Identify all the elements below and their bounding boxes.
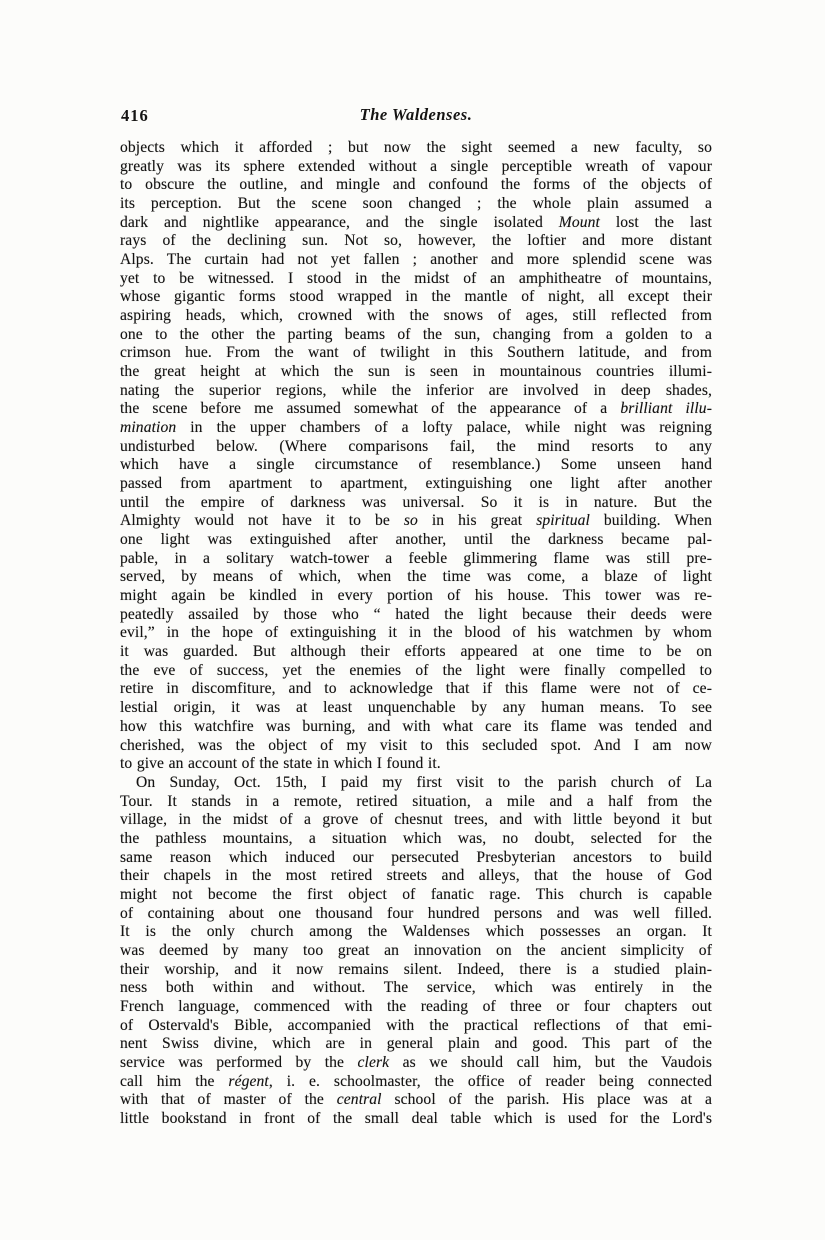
- italic-text-segment: brilliant illu-: [620, 400, 712, 418]
- text-segment: passed from apartment to apartment, extinguishing one light after another: [120, 475, 712, 493]
- italic-text-segment: spiritual: [536, 512, 590, 530]
- italic-text-segment: régent: [228, 1072, 269, 1090]
- text-segment: with that of master of the: [120, 1091, 337, 1109]
- text-line: [120, 400, 712, 419]
- italic-text-segment: central: [336, 1091, 382, 1109]
- text-segment: call him the: [120, 1072, 229, 1090]
- text-segment: rays of the declining sun. Not so, however, the loftier and more distant: [120, 232, 712, 250]
- text-segment: village, in the midst of a grove of chesnut trees, and with little beyond it but: [120, 811, 712, 829]
- text-line: [120, 344, 712, 363]
- text-line: [120, 176, 712, 195]
- text-line: [120, 326, 712, 345]
- text-line: [120, 475, 712, 494]
- text-segment: lost the last: [599, 213, 712, 231]
- text-segment: their worship, and it now remains silent. Indeed, there is a studied plain-: [120, 960, 712, 978]
- text-line: [120, 793, 712, 812]
- running-title: The Waldenses.: [359, 105, 473, 124]
- text-segment: little bookstand in front of the small deal table which is used for the Lord's: [120, 1109, 712, 1127]
- text-segment: how this watchfire was burning, and with what care its flame was tended and: [120, 717, 712, 735]
- text-segment: Tour. It stands in a remote, retired situation, a mile and a half from the: [120, 792, 712, 810]
- text-segment: objects which it afforded ; but now the sight seemed a new faculty, so: [120, 139, 712, 156]
- text-line: [120, 195, 712, 214]
- text-segment: the pathless mountains, a situation which was, no doubt, selected for the: [120, 829, 712, 847]
- text-line: [120, 867, 712, 886]
- text-line: [120, 961, 712, 980]
- text-segment: nent Swiss divine, which are in general plain and good. This part of the: [120, 1035, 712, 1053]
- text-line: [120, 905, 712, 924]
- body-text: [120, 139, 712, 1129]
- text-line: [120, 568, 712, 587]
- text-line: [120, 1054, 712, 1073]
- text-segment: On Sunday, Oct. 15th, I paid my first visit to the parish church of La: [136, 773, 712, 791]
- text-line: [120, 288, 712, 307]
- text-segment: ness both within and without. The service, which was entirely in the: [120, 979, 712, 997]
- text-line: [120, 942, 712, 961]
- text-line: [120, 158, 712, 177]
- page-number: 416: [121, 106, 149, 125]
- text-segment: until the empire of darkness was universal. So it is in nature. But the: [120, 493, 712, 511]
- page-header: [120, 105, 712, 127]
- text-segment: of containing about one thousand four hundred persons and was well filled.: [120, 904, 712, 922]
- text-line: [120, 251, 712, 270]
- text-line: [120, 382, 712, 401]
- text-segment: greatly was its sphere extended without a single perceptible wreath of vapour: [120, 157, 712, 175]
- text-line: [120, 307, 712, 326]
- text-line: [120, 512, 712, 531]
- text-segment: pable, in a solitary watch-tower a feeble glimmering flame was still pre-: [120, 549, 712, 567]
- text-line: [120, 886, 712, 905]
- text-segment: peatedly assailed by those who “ hated the light because their deeds were: [120, 605, 712, 623]
- text-line: [120, 270, 712, 289]
- text-segment: , i. e. schoolmaster, the office of reader being connected: [268, 1072, 712, 1090]
- text-segment: as we should call him, but the Vaudois: [389, 1053, 712, 1071]
- text-segment: it was guarded. But although their efforts appeared at one time to be on: [120, 643, 712, 661]
- text-segment: their chapels in the most retired streets and alleys, that the house of God: [120, 867, 712, 885]
- text-line: [120, 456, 712, 475]
- text-line: [120, 624, 712, 643]
- text-segment: aspiring heads, which, crowned with the snows of ages, still reflected from: [120, 307, 712, 325]
- text-segment: undisturbed below. (Where comparisons fail, the mind resorts to any: [120, 437, 712, 455]
- italic-text-segment: clerk: [357, 1053, 390, 1071]
- text-line: [120, 1017, 712, 1036]
- text-line: [120, 998, 712, 1017]
- text-line: [120, 662, 712, 681]
- text-segment: one light was extinguished after another, until the darkness became pal-: [120, 531, 712, 549]
- text-segment: the great height at which the sun is seen in mountainous countries illumi-: [120, 363, 712, 381]
- text-segment: might again be kindled in every portion of his house. This tower was re-: [120, 587, 712, 605]
- text-line: [120, 830, 712, 849]
- text-segment: in his great: [417, 512, 537, 530]
- text-segment: might not become the first object of fanatic rage. This church is capable: [120, 885, 712, 903]
- text-line: [120, 1035, 712, 1054]
- text-segment: school of the parish. His place was at a: [381, 1091, 712, 1109]
- text-line: [120, 419, 712, 438]
- text-segment: Almighty would not have it to be: [120, 512, 404, 530]
- text-segment: dark and nightlike appearance, and the single isolated: [120, 213, 559, 231]
- text-line: [120, 1073, 712, 1092]
- text-segment: nating the superior regions, while the inferior are involved in deep shades,: [120, 381, 712, 399]
- text-segment: French language, commenced with the reading of three or four chapters out: [120, 997, 712, 1015]
- text-segment: served, by means of which, when the time was come, a blaze of light: [120, 568, 712, 586]
- text-segment: It is the only church among the Waldenses which possesses an organ. It: [120, 923, 712, 941]
- text-line: [120, 643, 712, 662]
- text-segment: building. When: [589, 512, 712, 530]
- text-line: [120, 699, 712, 718]
- text-segment: cherished, was the object of my visit to this secluded spot. And I am now: [120, 736, 712, 754]
- text-line: [120, 214, 712, 233]
- text-segment: yet to be witnessed. I stood in the midst of an amphitheatre of mountains,: [120, 269, 712, 287]
- text-segment: was deemed by many too great an innovation on the ancient simplicity of: [120, 941, 712, 959]
- italic-text-segment: so: [403, 512, 418, 530]
- text-segment: lestial origin, it was at least unquenchable by any human means. To see: [120, 699, 712, 717]
- text-line: [120, 438, 712, 457]
- text-segment: its perception. But the scene soon changed ; the whole plain assumed a: [120, 195, 712, 213]
- text-line: [120, 737, 712, 756]
- text-line: [120, 606, 712, 625]
- text-line: [120, 849, 712, 868]
- italic-text-segment: Mount: [558, 213, 600, 231]
- text-line: [120, 587, 712, 606]
- text-line: [120, 363, 712, 382]
- text-segment: retire in discomfiture, and to acknowledge that if this flame were not of ce-: [120, 680, 712, 698]
- text-segment: evil,” in the hope of extinguishing it in the blood of his watchmen by whom: [120, 624, 712, 642]
- text-segment: crimson hue. From the want of twilight in this Southern latitude, and from: [120, 344, 712, 362]
- text-line: [120, 680, 712, 699]
- text-segment: service was performed by the: [120, 1053, 358, 1071]
- text-line: [120, 531, 712, 550]
- text-line: [120, 1110, 712, 1129]
- text-line: [120, 979, 712, 998]
- text-line: [120, 755, 712, 774]
- text-segment: in the upper chambers of a lofty palace, while night was reigning: [176, 419, 712, 437]
- text-line: [120, 1091, 712, 1110]
- text-segment: whose gigantic forms stood wrapped in the mantle of night, all except their: [120, 288, 712, 306]
- italic-text-segment: mination: [120, 419, 177, 437]
- text-segment: the scene before me assumed somewhat of the appearance of a: [120, 400, 621, 418]
- text-line: [120, 550, 712, 569]
- text-line: [120, 811, 712, 830]
- text-line: [120, 139, 712, 158]
- text-line: [120, 232, 712, 251]
- text-segment: to give an account of the state in which I found it.: [120, 755, 441, 773]
- text-line: [120, 923, 712, 942]
- text-segment: which have a single circumstance of resemblance.) Some unseen hand: [120, 456, 712, 474]
- text-line: [120, 718, 712, 737]
- text-segment: one to the other the parting beams of the sun, changing from a golden to a: [120, 325, 712, 343]
- text-segment: same reason which induced our persecuted Presbyterian ancestors to build: [120, 848, 712, 866]
- text-segment: of Ostervald's Bible, accompanied with the practical reflections of that emi-: [120, 1016, 712, 1034]
- text-line: [120, 494, 712, 513]
- text-line: [120, 774, 712, 793]
- text-segment: to obscure the outline, and mingle and confound the forms of the objects of: [120, 176, 712, 194]
- text-segment: Alps. The curtain had not yet fallen ; another and more splendid scene was: [120, 251, 712, 269]
- text-segment: the eve of success, yet the enemies of the light were finally compelled to: [120, 661, 712, 679]
